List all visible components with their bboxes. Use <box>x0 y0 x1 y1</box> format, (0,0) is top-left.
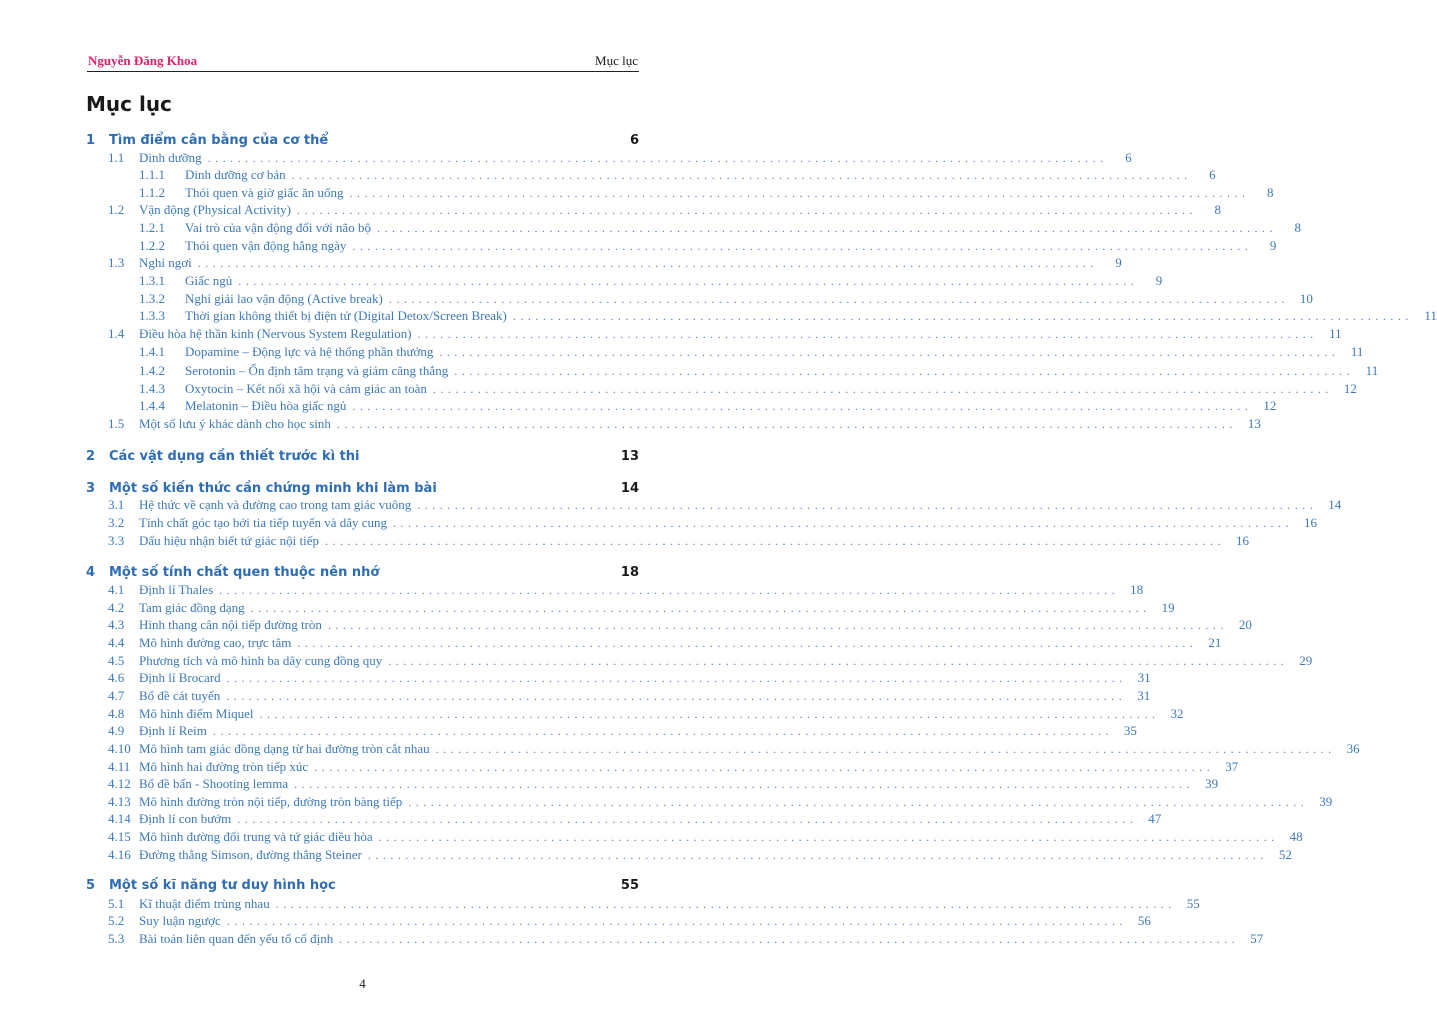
toc-entry-title: Dấu hiệu nhận biết tứ giác nội tiếp <box>139 533 319 548</box>
toc-entry-page: 11 <box>1350 344 1364 359</box>
toc-entry-page: 31 <box>1137 670 1151 685</box>
header-author: Nguyễn Đăng Khoa <box>88 53 198 68</box>
toc-entry-title: Một số tính chất quen thuộc nên nhớ <box>109 564 380 580</box>
toc-dot-leader: ........................................................................................................................ <box>388 653 1289 668</box>
toc-entry-number: 4.9 <box>108 723 125 738</box>
header-rule <box>87 71 639 72</box>
toc-dot-leader: ........................................................................................................................ <box>336 416 1237 431</box>
toc-entry-number: 1.3.3 <box>139 308 165 323</box>
toc-dot-leader: ........................................................................................................................ <box>393 515 1294 530</box>
toc-entry-number: 4.15 <box>108 829 131 844</box>
toc-entry-page: 29 <box>1299 653 1313 668</box>
toc-subsection-entry[interactable] <box>86 362 1379 380</box>
toc-entry-page: 16 <box>1304 515 1318 530</box>
toc-entry-title: Nghỉ ngơi <box>139 255 192 270</box>
toc-entry-page: 6 <box>629 132 639 148</box>
toc-dot-leader: ........................................................................................................................ <box>378 829 1279 844</box>
toc-dot-leader: ........................................................................................................................ <box>275 896 1176 911</box>
toc-entry-page: 8 <box>1267 185 1274 200</box>
toc-section-entry[interactable] <box>86 652 1313 670</box>
toc-entry-title: Thói quen và giờ giấc ăn uống <box>185 185 344 200</box>
toc-entry-page: 20 <box>1238 617 1252 632</box>
toc-entry-number: 4.5 <box>108 653 125 668</box>
toc-subsection-entry[interactable] <box>86 272 1163 290</box>
toc-entry-page: 18 <box>620 564 639 580</box>
toc-section-entry[interactable] <box>86 149 1132 167</box>
toc-entry-title: Bổ đề cát tuyến <box>139 688 221 703</box>
toc-section-entry[interactable] <box>86 599 1175 617</box>
toc-entry-title: Oxytocin – Kết nối xã hội và cảm giác an toàn <box>185 381 427 396</box>
toc-entry-page: 52 <box>1278 847 1292 862</box>
toc-dot-leader: ........................................................................................................................ <box>352 238 1253 253</box>
toc-entry-page: 56 <box>1137 913 1151 928</box>
toc-entry-number: 4.2 <box>108 600 125 615</box>
toc-entry-page: 8 <box>1294 220 1301 235</box>
toc-entry-title: Tìm điểm cân bằng của cơ thể <box>109 132 329 148</box>
toc-entry-title: Dopamine – Động lực và hệ thống phần thưởng <box>185 344 434 359</box>
toc-subsection-entry[interactable] <box>86 380 1357 398</box>
toc-entry-number: 1.2 <box>108 202 125 217</box>
toc-entry-number: 4 <box>86 564 96 580</box>
toc-entry-page: 9 <box>1115 255 1122 270</box>
toc-entry-title: Các vật dụng cần thiết trước kì thi <box>109 448 360 464</box>
toc-entry-title: Dinh dưỡng cơ bản <box>185 167 286 182</box>
toc-dot-leader: ........................................................................................................................ <box>352 398 1253 413</box>
toc-entry-number: 1.2.1 <box>139 220 165 235</box>
toc-entry-page: 13 <box>1247 416 1261 431</box>
toc-dot-leader: ........................................................................................................................ <box>327 617 1228 632</box>
toc-entry-title: Kĩ thuật điểm trùng nhau <box>139 896 270 911</box>
toc-entry-title: Điều hòa hệ thần kinh (Nervous System Regulation) <box>139 326 412 341</box>
toc-entry-number: 1.4.1 <box>139 344 165 359</box>
toc-section-entry[interactable] <box>86 581 1144 599</box>
toc-entry-page: 31 <box>1137 688 1151 703</box>
header-section: Mục lục <box>595 53 638 68</box>
toc-subsection-entry[interactable] <box>86 166 1216 184</box>
toc-entry-title: Mô hình hai đường tròn tiếp xúc <box>139 759 309 774</box>
toc-entry-page: 39 <box>1205 776 1219 791</box>
toc-chapter-entry[interactable] <box>86 563 639 581</box>
toc-dot-leader: ........................................................................................................................ <box>297 635 1198 650</box>
toc-entry-number: 5.2 <box>108 913 125 928</box>
toc-subsection-entry[interactable] <box>86 397 1277 415</box>
toc-entry-page: 55 <box>620 877 639 893</box>
toc-chapter-entry[interactable] <box>86 876 639 894</box>
toc-entry-number: 4.13 <box>108 794 131 809</box>
toc-entry-number: 1.4.3 <box>139 381 165 396</box>
toc-dot-leader: ........................................................................................................................ <box>259 706 1160 721</box>
toc-entry-title: Đường thẳng Simson, đường thẳng Steiner <box>139 847 362 862</box>
toc-entry-number: 3.1 <box>108 497 125 512</box>
toc-entry-page: 21 <box>1208 635 1222 650</box>
toc-entry-number: 1.3 <box>108 255 125 270</box>
toc-entry-title: Định lí Brocard <box>139 670 221 685</box>
toc-section-entry[interactable] <box>86 740 1360 758</box>
toc-dot-leader: ........................................................................................................................ <box>197 255 1098 270</box>
toc-entry-page: 47 <box>1148 811 1162 826</box>
toc-entry-page: 14 <box>620 480 639 496</box>
toc-dot-leader: ........................................................................................................................ <box>454 363 1355 378</box>
toc-entry-title: Phương tích và mô hình ba dây cung đồng quy <box>139 653 383 668</box>
toc-entry-number: 5.1 <box>108 896 125 911</box>
toc-dot-leader: ........................................................................................................................ <box>226 688 1127 703</box>
toc-entry-number: 4.4 <box>108 635 125 650</box>
toc-entry-number: 4.11 <box>108 759 131 774</box>
toc-section-entry[interactable] <box>86 254 1122 272</box>
toc-section-entry[interactable] <box>86 793 1333 811</box>
toc-subsection-entry[interactable] <box>86 237 1277 255</box>
toc-entry-number: 1.3.1 <box>139 273 165 288</box>
toc-entry-page: 18 <box>1130 582 1144 597</box>
toc-section-entry[interactable] <box>86 201 1222 219</box>
toc-dot-leader: ........................................................................................................................ <box>294 776 1195 791</box>
toc-entry-title: Suy luận ngược <box>139 913 221 928</box>
toc-entry-page: 37 <box>1225 759 1239 774</box>
toc-entry-title: Định lí Thales <box>139 582 214 597</box>
toc-entry-page: 36 <box>1346 741 1360 756</box>
toc-entry-page: 14 <box>1328 497 1342 512</box>
toc-entry-title: Hình thang cân nội tiếp đường tròn <box>139 617 322 632</box>
toc-entry-page: 39 <box>1319 794 1333 809</box>
toc-entry-title: Giấc ngủ <box>185 273 233 288</box>
toc-entry-title: Vận động (Physical Activity) <box>139 202 292 217</box>
toc-entry-number: 4.8 <box>108 706 125 721</box>
toc-entry-page: 11 <box>1365 363 1379 378</box>
toc-entry-number: 4.12 <box>108 776 131 791</box>
toc-dot-leader: ........................................................................................................................ <box>349 185 1250 200</box>
toc-entry-title: Một số lưu ý khác dành cho học sinh <box>139 416 331 431</box>
toc-entry-title: Định lí con bướm <box>139 811 232 826</box>
toc-section-entry[interactable] <box>86 634 1222 652</box>
toc-dot-leader: ........................................................................................................................ <box>432 381 1333 396</box>
toc-dot-leader: ........................................................................................................................ <box>219 582 1120 597</box>
toc-entry-number: 4.1 <box>108 582 125 597</box>
toc-dot-leader: ........................................................................................................................ <box>339 931 1240 946</box>
toc-entry-number: 1 <box>86 132 96 148</box>
toc-section-entry[interactable] <box>86 846 1292 864</box>
toc-section-entry[interactable] <box>86 532 1249 550</box>
toc-chapter-entry[interactable] <box>86 447 639 465</box>
toc-entry-number: 4.10 <box>108 741 131 756</box>
toc-entry-number: 3.2 <box>108 515 125 530</box>
toc-entry-number: 1.4.4 <box>139 398 165 413</box>
toc-section-entry[interactable] <box>86 810 1162 828</box>
toc-dot-leader: ........................................................................................................................ <box>417 326 1318 341</box>
toc-entry-page: 6 <box>1209 167 1216 182</box>
toc-dot-leader: ........................................................................................................................ <box>417 497 1318 512</box>
toc-entry-page: 32 <box>1170 706 1184 721</box>
toc-entry-title: Mô hình tam giác đồng dạng từ hai đường tròn cắt nhau <box>139 741 430 756</box>
toc-entry-number: 4.7 <box>108 688 125 703</box>
toc-section-entry[interactable] <box>86 514 1318 532</box>
toc-entry-page: 9 <box>1269 238 1277 253</box>
toc-subsection-entry[interactable] <box>86 184 1274 202</box>
toc-section-entry[interactable] <box>86 616 1252 634</box>
toc-entry-title: Bổ đề bấn - Shooting lemma <box>139 776 289 791</box>
toc-entry-number: 2 <box>86 448 96 464</box>
toc-dot-leader: ........................................................................................................................ <box>408 794 1309 809</box>
toc-subsection-entry[interactable] <box>86 290 1313 308</box>
toc-entry-number: 3 <box>86 480 96 496</box>
toc-section-entry[interactable] <box>86 687 1151 705</box>
toc-entry-title: Thói quen vận động hằng ngày <box>185 238 347 253</box>
toc-entry-page: 11 <box>1424 308 1437 323</box>
toc-entry-page: 16 <box>1235 533 1249 548</box>
toc-entry-number: 5 <box>86 877 96 893</box>
toc-chapter-entry[interactable] <box>86 479 639 497</box>
toc-dot-leader: ........................................................................................................................ <box>314 759 1215 774</box>
toc-dot-leader: ........................................................................................................................ <box>207 150 1108 165</box>
toc-entry-number: 3.3 <box>108 533 125 548</box>
toc-entry-title: Định lí Reim <box>139 723 207 738</box>
toc-entry-title: Tam giác đồng dạng <box>139 600 245 615</box>
toc-entry-page: 35 <box>1123 723 1137 738</box>
toc-section-entry[interactable] <box>86 496 1342 514</box>
toc-section-entry[interactable] <box>86 325 1342 343</box>
toc-dot-leader: ........................................................................................................................ <box>435 741 1336 756</box>
toc-section-entry[interactable] <box>86 705 1184 723</box>
toc-entry-title: Tính chất góc tạo bởi tia tiếp tuyến và dây cung <box>139 515 388 530</box>
toc-section-entry[interactable] <box>86 775 1219 793</box>
toc-dot-leader: ........................................................................................................................ <box>367 847 1268 862</box>
toc-section-entry[interactable] <box>86 669 1151 687</box>
toc-section-entry[interactable] <box>86 415 1261 433</box>
toc-subsection-entry[interactable] <box>86 343 1364 361</box>
toc-dot-leader: ........................................................................................................................ <box>237 811 1138 826</box>
toc-entry-title: Mô hình điểm Miquel <box>139 706 254 721</box>
toc-entry-title: Bài toán liên quan đến yếu tố cố định <box>139 931 334 946</box>
toc-dot-leader: ........................................................................................................................ <box>376 220 1277 235</box>
toc-entry-number: 1.1 <box>108 150 125 165</box>
page-number: 4 <box>359 976 366 991</box>
toc-dot-leader: ........................................................................................................................ <box>212 723 1113 738</box>
toc-entry-number: 1.3.2 <box>139 291 165 306</box>
toc-section-entry[interactable] <box>86 758 1239 776</box>
toc-dot-leader: ........................................................................................................................ <box>226 913 1127 928</box>
toc-entry-title: Nghỉ giải lao vận động (Active break) <box>185 291 383 306</box>
toc-entry-page: 12 <box>1343 381 1357 396</box>
toc-dot-leader: ........................................................................................................................ <box>226 670 1127 685</box>
toc-entry-title: Vai trò của vận động đối với não bộ <box>185 220 371 235</box>
toc-entry-title: Mô hình đường tròn nội tiếp, đường tròn bàng tiếp <box>139 794 403 809</box>
toc-entry-page: 12 <box>1263 398 1277 413</box>
toc-entry-title: Thời gian không thiết bị điện tử (Digital Detox/Screen Break) <box>185 308 507 323</box>
toc-entry-title: Melatonin – Điều hòa giấc ngủ <box>185 398 347 413</box>
toc-entry-number: 1.4 <box>108 326 125 341</box>
toc-entry-number: 1.1.2 <box>139 185 165 200</box>
toc-dot-leader: ........................................................................................................................ <box>439 344 1340 359</box>
toc-entry-title: Một số kiến thức cần chứng minh khi làm bài <box>109 480 437 496</box>
toc-entry-page: 10 <box>1299 291 1313 306</box>
toc-dot-leader: ........................................................................................................................ <box>291 167 1192 182</box>
toc-entry-title: Serotonin – Ổn định tâm trạng và giảm căng thẳng <box>185 363 449 378</box>
toc-entry-page: 19 <box>1161 600 1175 615</box>
toc-section-entry[interactable] <box>86 828 1303 846</box>
toc-entry-title: Mô hình đường đối trung và tứ giác điều hòa <box>139 829 373 844</box>
toc-entry-title: Hệ thức về cạnh và đường cao trong tam giác vuông <box>139 497 412 512</box>
toc-entry-number: 1.5 <box>108 416 125 431</box>
toc-entry-page: 8 <box>1214 202 1222 217</box>
toc-dot-leader: ........................................................................................................................ <box>297 202 1198 217</box>
toc-entry-page: 48 <box>1289 829 1303 844</box>
toc-chapter-entry[interactable] <box>86 131 639 149</box>
toc-entry-title: Mô hình đường cao, trực tâm <box>139 635 292 650</box>
toc-section-entry[interactable] <box>86 930 1264 948</box>
toc-entry-page: 13 <box>620 448 639 464</box>
toc-entry-number: 4.14 <box>108 811 131 826</box>
toc-section-entry[interactable] <box>86 912 1151 930</box>
toc-entry-number: 1.4.2 <box>139 363 165 378</box>
toc-entry-number: 4.3 <box>108 617 125 632</box>
toc-subsection-entry[interactable] <box>86 219 1301 237</box>
toc-dot-leader: ........................................................................................................................ <box>238 273 1139 288</box>
toc-dot-leader: ........................................................................................................................ <box>250 600 1151 615</box>
toc-entry-page: 9 <box>1155 273 1163 288</box>
toc-entry-page: 55 <box>1186 896 1200 911</box>
toc-section-entry[interactable] <box>86 722 1137 740</box>
toc-dot-leader: ........................................................................................................................ <box>512 308 1413 323</box>
toc-entry-title: Dinh dưỡng <box>139 150 202 165</box>
toc-entry-number: 4.16 <box>108 847 131 862</box>
toc-entry-number: 1.1.1 <box>139 167 165 182</box>
toc-entry-number: 1.2.2 <box>139 238 165 253</box>
toc-entry-page: 6 <box>1125 150 1132 165</box>
toc-section-entry[interactable] <box>86 895 1200 913</box>
toc-entry-page: 57 <box>1250 931 1264 946</box>
toc-dot-leader: ........................................................................................................................ <box>388 291 1289 306</box>
toc-subsection-entry[interactable] <box>86 307 1437 325</box>
toc-entry-number: 5.3 <box>108 931 125 946</box>
toc-title: Mục lục <box>86 92 172 116</box>
toc-entry-title: Một số kĩ năng tư duy hình học <box>109 877 336 893</box>
toc-entry-page: 11 <box>1329 326 1342 341</box>
toc-dot-leader: ........................................................................................................................ <box>324 533 1225 548</box>
toc-entry-number: 4.6 <box>108 670 125 685</box>
